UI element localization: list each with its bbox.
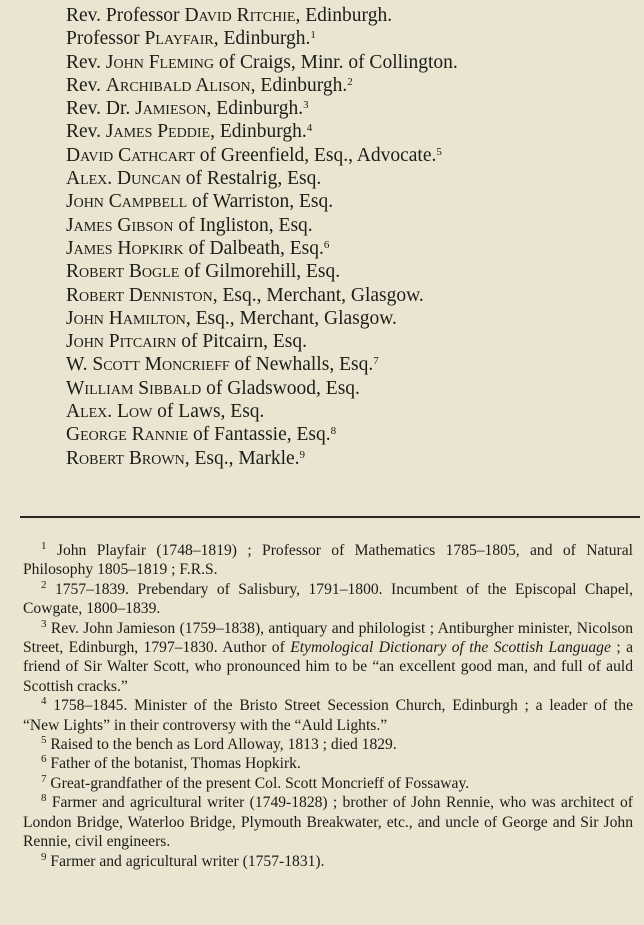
name-entry [66,307,636,330]
name-entry [66,167,636,190]
footnote [23,774,633,793]
name-suffix: of Newhalls, Esq. [229,354,374,376]
footnote-number: 1 [41,540,47,552]
subscriber-list [66,4,636,470]
name-suffix: of Gilmorehill, Esq. [179,261,341,283]
name-entry [66,330,636,353]
footnote-ref: 8 [330,425,337,438]
name-suffix: of Craigs, Minr. of Collington. [213,51,458,73]
footnote-text: John Playfair (1748–1819) ; Professor of Mathematics 1785–1805, and of Natural Philosophy 1805–1819 ; F.R.S. [23,542,633,579]
person-name: W. Scott Moncrieff [66,354,230,376]
footnote-number: 8 [41,792,47,805]
person-name: James Hopkirk [66,237,184,259]
name-prefix: Professor [66,28,145,50]
footnote-text: Farmer and agricultural writer (1749-1828) ; brother of John Rennie, who was architect of London Bridge, Waterloo Bridge, Plymouth Breakwater, etc., and uncle of George and Sir John Rennie, civil engineers. [23,794,633,851]
name-suffix: , Esq., Merchant, Glasgow. [185,307,397,329]
footnote [23,541,633,580]
footnote-text: 1758–1845. Minister of the Bristo Street Secession Church, Edinburgh ; a leader of the “New Lights” in their controversy with the “Auld Lights.” [23,697,633,734]
name-entry [66,237,636,260]
name-suffix: of Dalbeath, Esq. [183,237,324,259]
footnote [23,696,633,735]
footnote-text: Father of the botanist, Thomas Hopkirk. [50,755,301,773]
footnote [23,619,633,697]
footnote-number: 9 [41,850,47,863]
footnote-number: 6 [41,753,47,766]
footnote-ref: 3 [303,99,309,112]
name-entry [66,447,636,470]
person-name: Robert Denniston [66,284,213,306]
name-entry [66,144,636,167]
name-suffix: , Edinburgh. [213,28,311,50]
footnote-ref: 1 [310,29,316,42]
footnote-text-cont: ; a friend of Sir Walter Scott, who pronounced him to be “an excellent good man, and full of auld Scottish cracks.” [23,639,633,695]
name-entry [66,74,636,97]
person-name: Alex. Duncan [66,168,181,190]
footnote-title: Etymological Dictionary of the Scottish Language [290,639,611,657]
person-name: John Campbell [66,191,188,213]
name-prefix: Rev. Dr. [66,98,136,120]
name-entry [66,27,636,50]
name-entry [66,51,636,74]
footnote-text: 1757–1839. Prebendary of Salisbury, 1791–1800. Incumbent of the Episcopal Chapel, Cowgate, 1800–1839. [23,580,633,618]
person-name: James Peddie [105,121,211,143]
name-entry [66,400,636,423]
person-name: William Sibbald [66,377,202,399]
footnote-number: 3 [41,617,47,630]
name-entry [66,353,636,376]
person-name: Jamieson [135,98,207,120]
footnote [23,852,633,871]
name-entry [66,377,636,400]
name-suffix: , Esq., Markle. [184,447,300,469]
person-name: Playfair [144,28,214,50]
person-name: David Ritchie [184,5,296,26]
name-suffix: of Gladswood, Esq. [201,377,360,399]
footnote [23,793,633,851]
person-name: John Hamilton [66,307,186,329]
name-entry [66,97,636,120]
name-entry [66,120,636,143]
person-name: George Rannie [66,424,189,446]
person-name: James Gibson [66,214,174,236]
footnote [23,754,633,773]
footnote-text: Rev. John Jamieson (1759–1838), antiquary and philologist ; Antiburgher minister, Nicolson Street, Edinburgh, 1797–1830. Author of [23,619,633,657]
footnote-ref: 6 [323,238,330,251]
footnote-divider [20,516,640,518]
footnote-number: 7 [41,772,47,785]
name-suffix: , Esq., Merchant, Glasgow. [212,284,424,306]
footnotes [23,541,633,871]
footnote-text: Raised to the bench as Lord Alloway, 1813 ; died 1829. [50,736,397,754]
footnote-number: 4 [41,695,47,708]
footnote-ref: 9 [299,448,306,461]
person-name: David Cathcart [66,144,195,166]
name-entry [66,214,636,237]
name-suffix: of Laws, Esq. [152,401,265,423]
name-entry [66,190,636,213]
footnote-ref: 4 [306,122,313,135]
name-entry [66,423,636,446]
person-name: Robert Brown [66,447,185,469]
footnote [23,735,633,754]
name-suffix: of Pitcairn, Esq. [176,331,307,353]
footnote-ref: 2 [347,75,353,88]
footnote-number: 2 [41,578,47,591]
name-suffix: of Restalrig, Esq. [180,168,322,190]
name-entry [66,4,636,27]
name-prefix: Rev. Professor [66,5,185,26]
footnote-number: 5 [41,734,47,747]
person-name: John Fleming [105,51,214,73]
name-suffix: , Edinburgh. [206,98,304,120]
person-name: John Pitcairn [66,331,177,353]
footnote-ref: 7 [373,355,379,368]
name-prefix: Rev. [66,51,106,73]
person-name: Archibald Alison [105,74,251,96]
name-suffix: , Edinburgh. [210,121,307,143]
footnote [23,580,633,619]
name-suffix: , Edinburgh. [295,5,393,26]
footnote-text: Farmer and agricultural writer (1757-1831). [50,852,325,870]
name-suffix: of Fantassie, Esq. [188,424,331,446]
name-entry [66,284,636,307]
person-name: Alex. Low [66,401,153,423]
footnote-ref: 5 [436,145,442,158]
name-suffix: of Greenfield, Esq., Advocate. [194,144,437,166]
name-prefix: Rev. [66,74,106,96]
name-suffix: of Ingliston, Esq. [173,214,313,236]
name-suffix: of Warriston, Esq. [187,191,334,213]
person-name: Robert Bogle [66,261,180,283]
name-entry [66,260,636,283]
footnote-text: Great-grandfather of the present Col. Scott Moncrieff of Fossaway. [50,774,470,792]
name-suffix: , Edinburgh. [250,74,348,96]
name-prefix: Rev. [66,121,106,143]
